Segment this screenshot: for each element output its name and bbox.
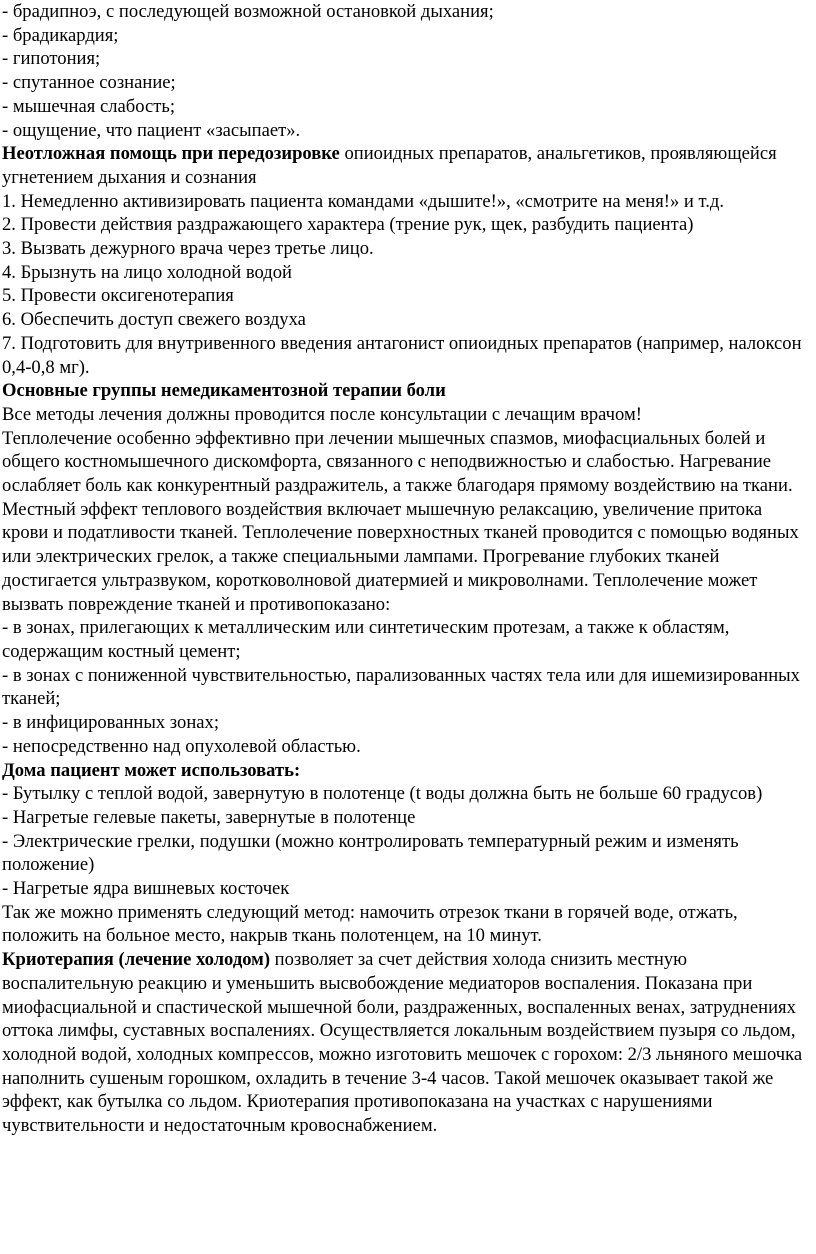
- symptom-item: - спутанное сознание;: [2, 72, 176, 94]
- emergency-step: 3. Вызвать дежурного врача через третье лицо.: [2, 238, 374, 260]
- home-item: - Бутылку с теплой водой, завернутую в полотенце (t воды должна быть не больше 60 градусов): [2, 783, 763, 805]
- emergency-step: 5. Провести оксигенотерапия: [2, 285, 234, 307]
- symptom-item: - гипотония;: [2, 48, 101, 70]
- home-method: Так же можно применять следующий метод: намочить отрезок ткани в горячей воде, отжать, положить на больное место, накрыв ткань полотенцем, на 10 минут.: [2, 901, 738, 947]
- emergency-step: 7. Подготовить для внутривенного введения антагонист опиоидных препаратов (например, налоксон 0,4-0,8 мг).: [2, 332, 802, 378]
- emergency-heading: [2, 142, 812, 189]
- nondrug-heading: Основные группы немедикаментозной терапии боли: [2, 380, 446, 402]
- nondrug-paragraph: Теплолечение особенно эффективно при лечении мышечных спазмов, миофасциальных болей и общего костномышечного дискомфорта, связанного с неподвижностью и слабостью. Нагревание ослабляет боль как конкурентный раздражитель, а также благодаря прямому воздействию на ткани. Местный эффект теплового воздействия включает мышечную релаксацию, увеличение притока крови и податливости тканей. Теплолечение поверхностных тканей проводится с помощью водяных или электрических грелок, а также специальными лампами. Прогревание глубоких тканей достигается ультразвуком, коротковолновой диатермией и микроволнами. Теплолечение может вызвать повреждение тканей и противопоказано:: [2, 427, 799, 615]
- contraindication-item: - в зонах, прилегающих к металлическим или синтетическим протезам, а также к областям, содержащим костный цемент;: [2, 617, 730, 662]
- symptom-item: - брадипноэ, с последующей возможной остановкой дыхания;: [2, 1, 494, 22]
- symptom-item: - мышечная слабость;: [2, 95, 175, 117]
- emergency-step: 6. Обеспечить доступ свежего воздуха: [2, 309, 306, 331]
- cryo-paragraph: [2, 948, 812, 1138]
- contraindication-item: - непосредственно над опухолевой областью.: [2, 735, 361, 757]
- symptom-item: - брадикардия;: [2, 24, 119, 46]
- cryo-heading: Криотерапия (лечение холодом): [2, 949, 271, 971]
- symptom-item: - ощущение, что пациент «засыпает».: [2, 119, 301, 141]
- contraindication-item: - в зонах с пониженной чувствительностью, парализованных частях тела или для ишемизированных тканей;: [2, 664, 800, 710]
- contraindication-item: - в инфицированных зонах;: [2, 712, 219, 734]
- emergency-step: 4. Брызнуть на лицо холодной водой: [2, 261, 292, 283]
- home-item: - Электрические грелки, подушки (можно контролировать температурный режим и изменять положение): [2, 830, 739, 876]
- home-item: - Нагретые гелевые пакеты, завернутые в полотенце: [2, 806, 416, 828]
- emergency-heading-bold: Неотложная помощь при передозировке: [2, 143, 340, 165]
- nondrug-intro: Все методы лечения должны проводится после консультации с лечащим врачом!: [2, 403, 642, 425]
- home-heading: Дома пациент может использовать:: [2, 759, 301, 781]
- emergency-step: 1. Немедленно активизировать пациента командами «дышите!», «смотрите на меня!» и т.д.: [2, 190, 724, 212]
- home-item: - Нагретые ядра вишневых косточек: [2, 878, 290, 900]
- cryo-text: позволяет за счет действия холода снизить местную воспалительную реакцию и уменьшить высвобождение медиаторов воспаления. Показана при миофасциальной и спастической мышечной боли, раздраженных, воспаленных венах, затруднениях оттока лимфы, суставных воспалениях. Осуществляется локальным воздействием пузыря со льдом, холодной водой, холодных компрессов, можно изготовить мешочек с горохом: 2/3 льняного мешочка наполнить сушеным горошком, охладить в течение 3-4 часов. Такой мешочек оказывает такой же эффект, как бутылка со льдом. Криотерапия противопоказана на участках с нарушениями чувствительности и недостаточным кровоснабжением.: [2, 949, 803, 1137]
- emergency-step: 2. Провести действия раздражающего характера (трение рук, щек, разбудить пациента): [2, 214, 694, 236]
- emergency-heading-rest: опиоидных препаратов, анальгетиков, проявляющейся угнетением дыхания и сознания: [2, 143, 777, 188]
